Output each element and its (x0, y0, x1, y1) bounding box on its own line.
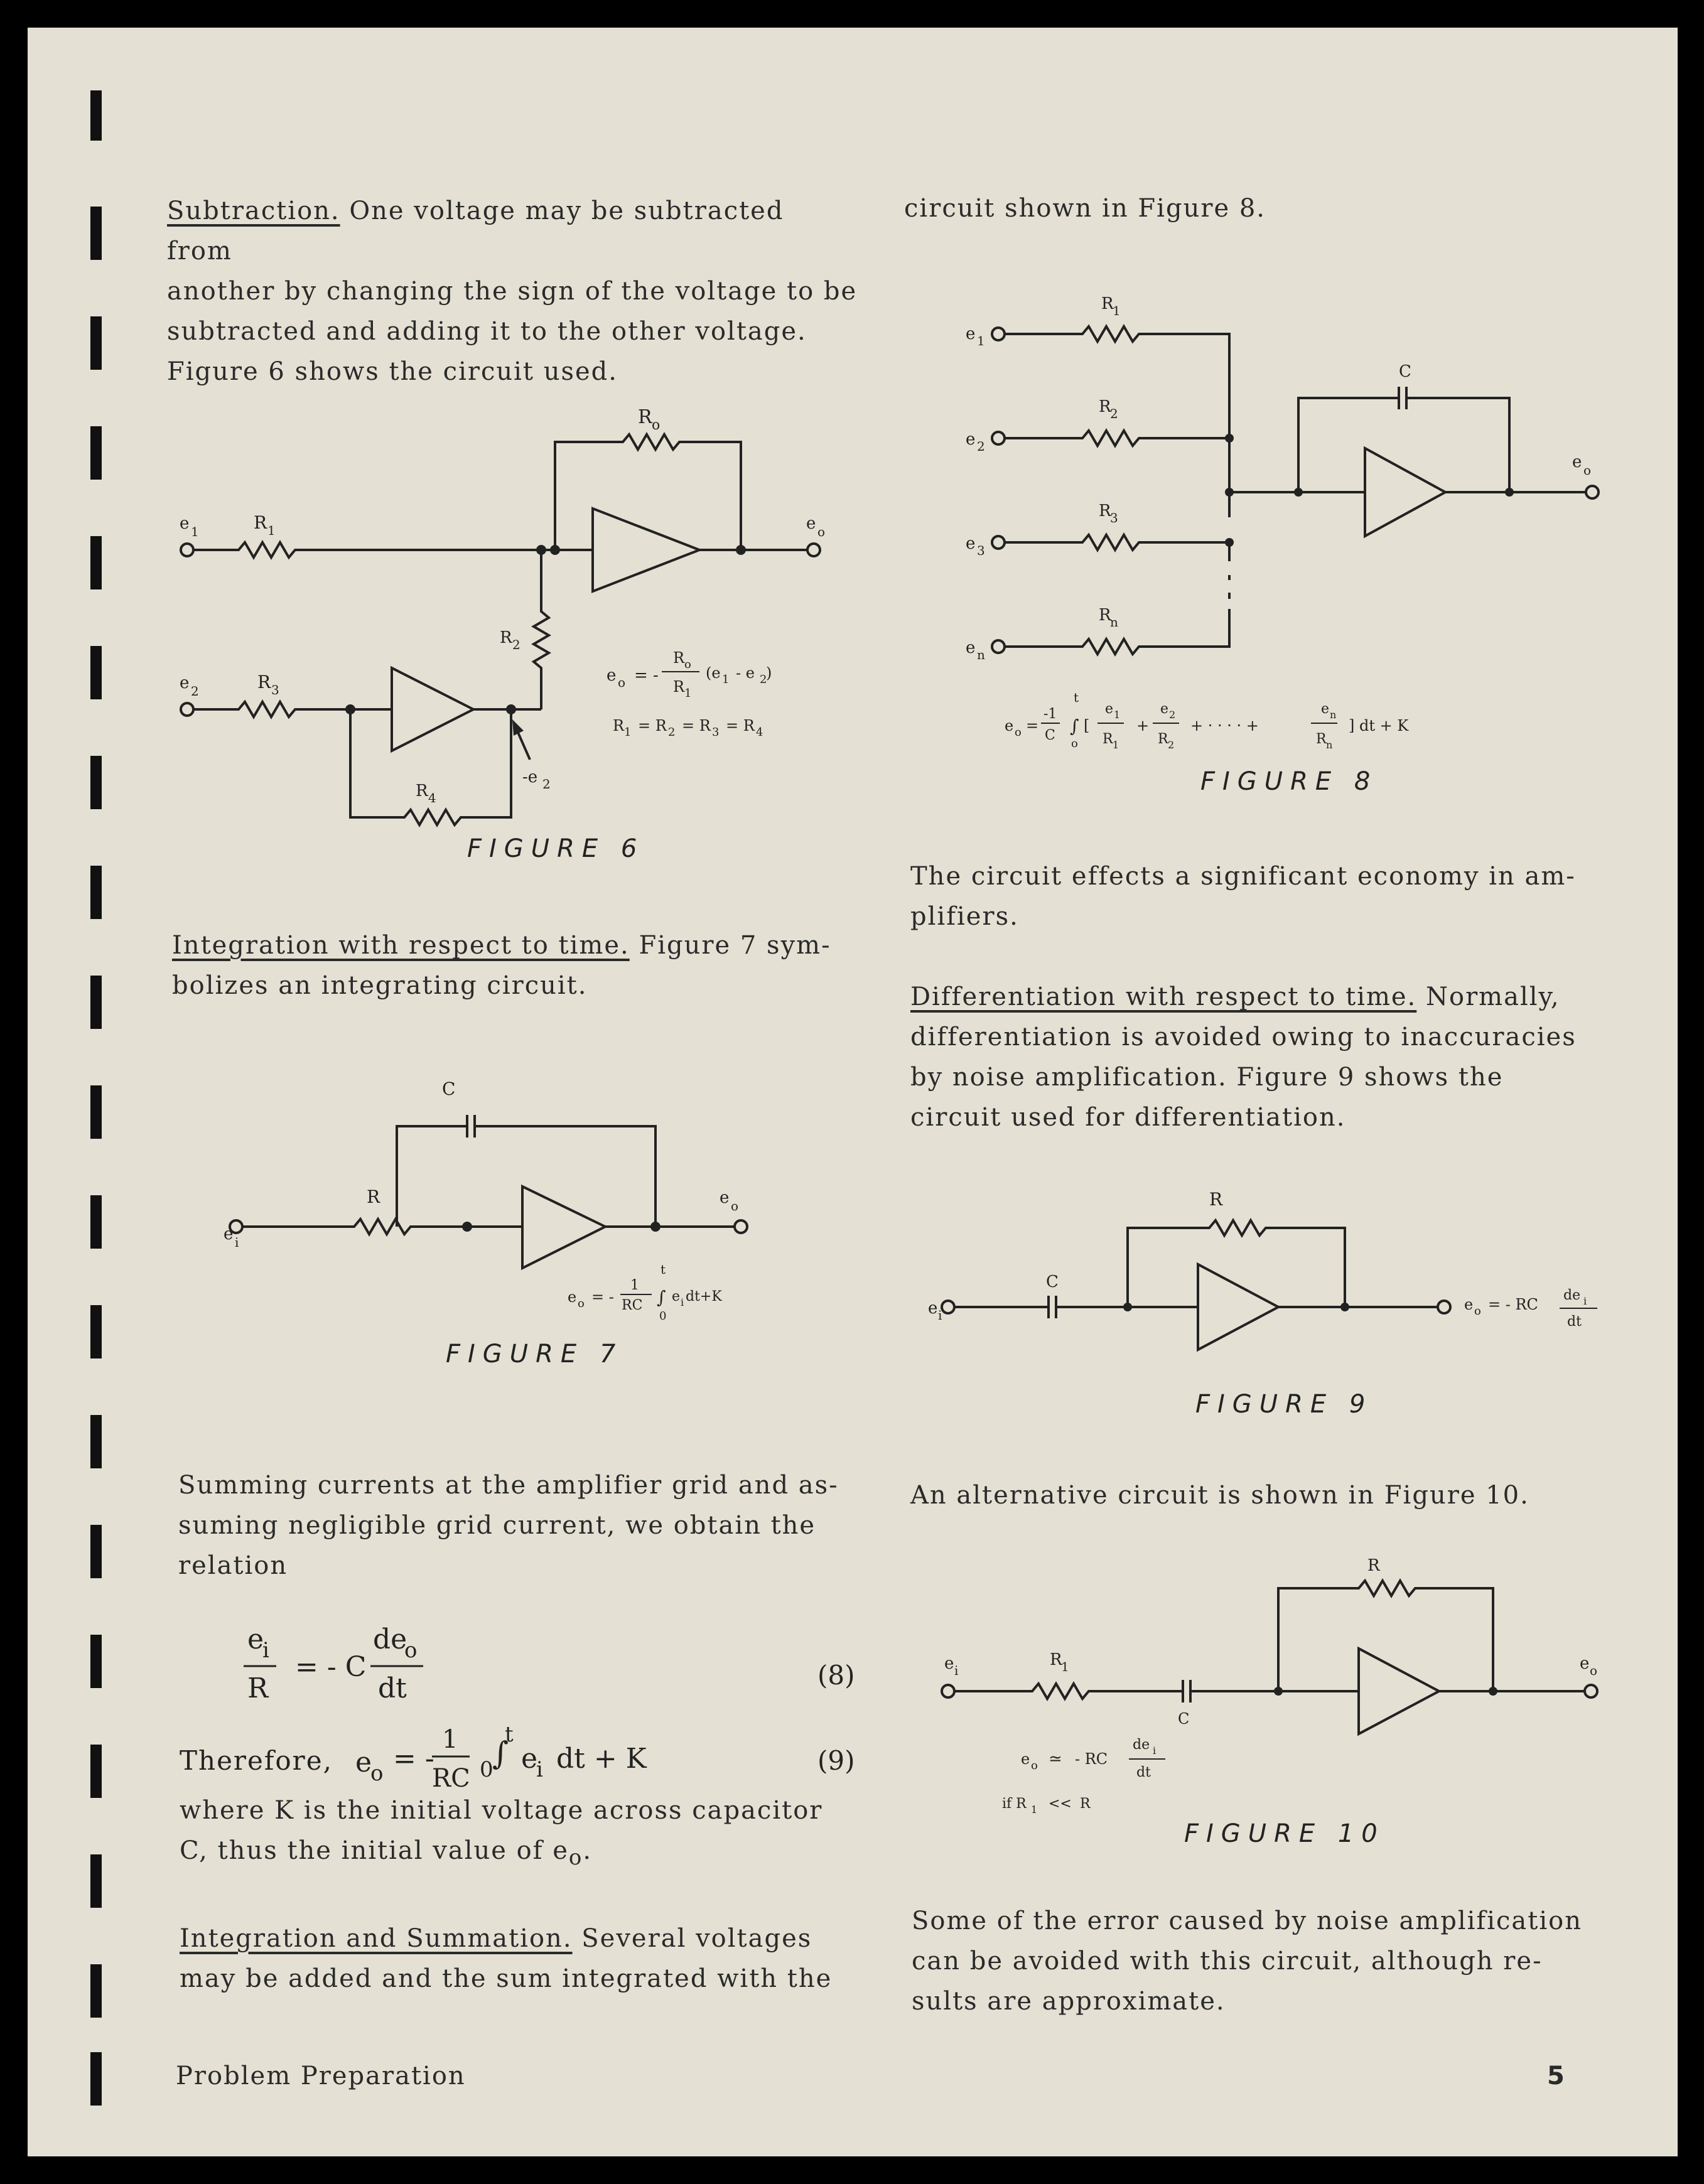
svg-text:n: n (977, 647, 985, 662)
svg-text:dt: dt (1567, 1314, 1582, 1330)
svg-text:e: e (806, 514, 816, 533)
svg-text:e: e (1321, 701, 1330, 717)
svg-text:R: R (673, 649, 685, 667)
svg-text:2: 2 (668, 726, 676, 739)
equation-9 (354, 1697, 706, 1798)
svg-text:1: 1 (1113, 739, 1119, 751)
svg-text:o: o (652, 417, 661, 433)
svg-text:R: R (638, 406, 652, 428)
svg-text:[: [ (1084, 717, 1090, 734)
svg-text:+ · · · · +: + · · · · + (1190, 717, 1259, 734)
figure-9-circuit (919, 1164, 1641, 1390)
summing-paragraph: Summing currents at the amplifier grid and as- suming negligible grid current, we obtain the relation (178, 1471, 839, 1580)
differentiation-paragraph: Differentiation with respect to time. Normally, differentiation is avoided owing to inaccuracies by noise amplification. Figure 9 shows the circuit used for differentiation. (910, 982, 1577, 1132)
svg-text:1: 1 (630, 1278, 639, 1293)
svg-text:∫: ∫ (1070, 716, 1079, 736)
footer-section-title: Problem Preparation (176, 2062, 466, 2090)
svg-text:i: i (954, 1663, 959, 1678)
figure-6-caption: FIGURE 6 (467, 834, 645, 863)
svg-text:o: o (370, 1761, 384, 1786)
svg-text:1: 1 (1061, 1659, 1069, 1674)
binding-bar (90, 976, 102, 1029)
svg-text:2: 2 (512, 637, 520, 652)
economy-paragraph: The circuit effects a significant economy in am- plifiers. (910, 862, 1576, 931)
svg-text:e: e (966, 325, 976, 343)
svg-text:if R: if R (1002, 1796, 1027, 1812)
svg-text:R: R (257, 672, 271, 692)
svg-text:(e: (e (706, 664, 721, 682)
svg-text:R: R (1099, 502, 1111, 520)
svg-text:e: e (247, 1623, 264, 1655)
equation-9-prefix: Therefore, (180, 1745, 333, 1776)
svg-text:R: R (1080, 1796, 1091, 1812)
svg-text:e: e (1021, 1750, 1030, 1768)
svg-text:= - RC: = - RC (1488, 1296, 1538, 1313)
svg-text:-e: -e (522, 768, 538, 787)
svg-text:o: o (1015, 726, 1022, 739)
svg-text:0: 0 (659, 1310, 667, 1321)
svg-text:1: 1 (1114, 709, 1121, 721)
svg-text:o: o (731, 1198, 739, 1213)
svg-text:1: 1 (267, 523, 276, 538)
svg-text:R: R (1209, 1189, 1223, 1210)
svg-text:2: 2 (760, 673, 767, 686)
svg-text:1: 1 (191, 524, 199, 539)
figure-7-circuit (203, 1057, 794, 1321)
svg-text:= -: = - (393, 1743, 434, 1775)
svg-text:] dt + K: ] dt + K (1349, 717, 1409, 734)
svg-text:3: 3 (271, 682, 279, 697)
svg-text:- e: - e (736, 664, 755, 682)
svg-text:e: e (180, 514, 190, 533)
svg-text:o: o (404, 1638, 418, 1663)
svg-text:t: t (1074, 690, 1079, 705)
svg-text:o: o (684, 658, 691, 671)
svg-text:e: e (1580, 1654, 1590, 1673)
svg-text:n: n (1330, 709, 1337, 721)
svg-text:i: i (938, 1308, 942, 1323)
figure-6-circuit (141, 392, 856, 844)
svg-text:o: o (618, 675, 626, 690)
svg-text:= - C: = - C (295, 1651, 367, 1683)
binding-bar (90, 536, 102, 589)
svg-text:R: R (367, 1186, 380, 1207)
svg-text:i: i (536, 1757, 543, 1782)
integration-summation-paragraph: Integration and Summation. Several voltages may be added and the sum integrated with the (180, 1924, 833, 1993)
binding-bar (90, 756, 102, 809)
binding-bar (90, 1085, 102, 1139)
svg-text:o: o (1583, 463, 1592, 478)
svg-text:e: e (720, 1188, 730, 1207)
svg-text:e: e (568, 1288, 577, 1306)
svg-text:1: 1 (1031, 1804, 1038, 1816)
where-paragraph: where K is the initial voltage across capacitor C, thus the initial value of $e_o$. (180, 1796, 823, 1870)
svg-text:- RC: - RC (1075, 1750, 1108, 1768)
svg-text:n: n (1110, 615, 1118, 630)
svg-text:dt: dt (1136, 1765, 1151, 1780)
svg-text:2: 2 (191, 684, 199, 699)
svg-text:RC: RC (622, 1298, 643, 1313)
svg-text:2: 2 (1110, 406, 1118, 421)
equation-9-number: (9) (817, 1745, 855, 1776)
svg-text:= R: = R (682, 717, 711, 734)
svg-text:o: o (1071, 737, 1078, 750)
svg-text:R: R (673, 678, 685, 696)
svg-text:R: R (613, 717, 625, 734)
svg-text:i: i (262, 1638, 269, 1663)
svg-text:e: e (224, 1225, 234, 1244)
binding-bar (90, 316, 102, 370)
svg-text:+: + (1136, 717, 1150, 734)
svg-text:dt+K: dt+K (686, 1289, 722, 1304)
integration-heading: Integration with respect to time. (172, 931, 630, 960)
binding-bar (90, 1635, 102, 1688)
svg-text:R: R (247, 1672, 269, 1704)
svg-text:e: e (1105, 701, 1114, 717)
svg-text:2: 2 (542, 777, 551, 792)
svg-text:e: e (180, 674, 190, 692)
svg-text:o: o (1031, 1759, 1038, 1772)
svg-text:R: R (1101, 294, 1114, 313)
svg-text:<<: << (1049, 1796, 1072, 1812)
error-paragraph: Some of the error caused by noise amplification can be avoided with this circuit, although re- sults are approximate. (912, 1907, 1582, 2016)
svg-text:∫: ∫ (492, 1735, 509, 1772)
svg-text:e: e (1572, 453, 1582, 471)
svg-text:i: i (1583, 1295, 1587, 1307)
svg-text:t: t (505, 1722, 514, 1747)
svg-text:2: 2 (1169, 709, 1176, 721)
svg-text:e: e (1464, 1296, 1474, 1313)
svg-text:≃: ≃ (1049, 1750, 1062, 1768)
svg-text:4: 4 (756, 726, 763, 739)
svg-text:C: C (1046, 1272, 1059, 1291)
svg-text:de: de (1133, 1737, 1150, 1753)
binding-bar (90, 426, 102, 480)
svg-text:e: e (355, 1746, 372, 1778)
binding-bar (90, 90, 102, 141)
svg-text:C: C (1045, 728, 1055, 743)
document-page (28, 28, 1678, 2156)
svg-text:= -: = - (591, 1288, 614, 1306)
svg-text:2: 2 (1168, 739, 1175, 751)
binding-bar (90, 1525, 102, 1578)
svg-text:C: C (1399, 362, 1411, 381)
figure-8-circuit (932, 254, 1622, 756)
svg-text:e: e (928, 1299, 938, 1318)
svg-text:R: R (1099, 606, 1111, 625)
svg-text:de: de (1563, 1288, 1581, 1303)
svg-text:i: i (235, 1235, 239, 1250)
figure-10-caption: FIGURE 10 (1184, 1819, 1385, 1848)
binding-bar (90, 1415, 102, 1468)
alternative-paragraph: An alternative circuit is shown in Figure 10. (910, 1481, 1529, 1510)
svg-text:3: 3 (712, 726, 720, 739)
equation-8-number: (8) (817, 1660, 855, 1691)
svg-text:R: R (1099, 397, 1111, 416)
svg-text:o: o (1590, 1663, 1598, 1678)
svg-text:3: 3 (1110, 510, 1118, 525)
figure-10-circuit (919, 1534, 1641, 1829)
svg-text:o: o (578, 1297, 585, 1310)
svg-text:1: 1 (684, 687, 692, 700)
binding-bar (90, 1964, 102, 2018)
svg-text:R: R (1050, 1650, 1062, 1669)
svg-text:1: 1 (1113, 303, 1121, 318)
svg-text:R: R (416, 782, 428, 800)
svg-text:o: o (1474, 1304, 1481, 1318)
svg-text:= R: = R (726, 717, 755, 734)
svg-text:t: t (661, 1262, 666, 1277)
svg-text:R: R (1367, 1556, 1380, 1575)
figure-8-intro: circuit shown in Figure 8. (904, 194, 1266, 223)
binding-bar (90, 1195, 102, 1249)
svg-text:1: 1 (442, 1725, 458, 1754)
subtraction-heading: Subtraction. (167, 196, 340, 225)
svg-text:= R: = R (638, 717, 667, 734)
differentiation-heading: Differentiation with respect to time. (910, 982, 1417, 1011)
binding-bar (90, 2052, 102, 2106)
figure-9-caption: FIGURE 9 (1195, 1390, 1373, 1419)
svg-text:R: R (1158, 731, 1168, 747)
svg-text:dt: dt (378, 1672, 407, 1704)
svg-text:RC: RC (432, 1764, 470, 1793)
svg-text:3: 3 (977, 543, 985, 558)
svg-text:de: de (373, 1623, 407, 1655)
svg-text:R: R (1316, 731, 1327, 747)
binding-bar (90, 646, 102, 699)
svg-text:e: e (1005, 717, 1014, 734)
svg-text:R: R (254, 512, 267, 533)
svg-text:e: e (966, 430, 976, 449)
integration-summation-heading: Integration and Summation. (180, 1924, 573, 1953)
svg-text:∫: ∫ (657, 1287, 666, 1308)
svg-text:i: i (1153, 1745, 1157, 1756)
svg-text:0: 0 (480, 1757, 493, 1782)
binding-bar (90, 1745, 102, 1798)
svg-text:e: e (607, 666, 617, 685)
svg-text:): ) (766, 664, 772, 682)
svg-text:i: i (681, 1296, 684, 1308)
svg-text:-1: -1 (1043, 706, 1057, 722)
binding-bar (90, 1854, 102, 1908)
svg-text:C: C (442, 1079, 456, 1099)
svg-text:n: n (1326, 739, 1333, 751)
subtraction-paragraph: Subtraction. One voltage may be subtracted from another by changing the sign of the voltage to be subtracted and adding it to the other voltage. Figure 6 shows the circuit used. (167, 196, 858, 386)
svg-text:R: R (500, 628, 512, 647)
binding-bar (90, 866, 102, 919)
svg-text:2: 2 (977, 439, 985, 454)
svg-text:C: C (1178, 1710, 1190, 1728)
svg-text:= -: = - (634, 666, 659, 685)
page-number: 5 (1547, 2062, 1566, 2090)
figure-8-caption: FIGURE 8 (1200, 767, 1378, 796)
figure-7-caption: FIGURE 7 (446, 1340, 623, 1369)
svg-text:e: e (966, 638, 976, 657)
svg-text:o: o (817, 524, 826, 539)
svg-text:4: 4 (428, 790, 436, 805)
svg-text:1: 1 (722, 673, 730, 686)
binding-bar (90, 1305, 102, 1358)
svg-text:R: R (1103, 731, 1113, 747)
svg-text:dt + K: dt + K (556, 1743, 647, 1775)
svg-text:e: e (672, 1289, 681, 1304)
svg-text:e: e (944, 1654, 954, 1673)
svg-text:=: = (1026, 717, 1039, 734)
svg-text:1: 1 (977, 333, 985, 348)
svg-text:e: e (1160, 701, 1169, 717)
svg-text:1: 1 (624, 726, 632, 739)
integration-paragraph: Integration with respect to time. Figure 7 sym- bolizes an integrating circuit. (172, 931, 831, 1000)
svg-text:e: e (966, 534, 976, 553)
svg-text:e: e (521, 1743, 538, 1775)
binding-bar (90, 207, 102, 260)
